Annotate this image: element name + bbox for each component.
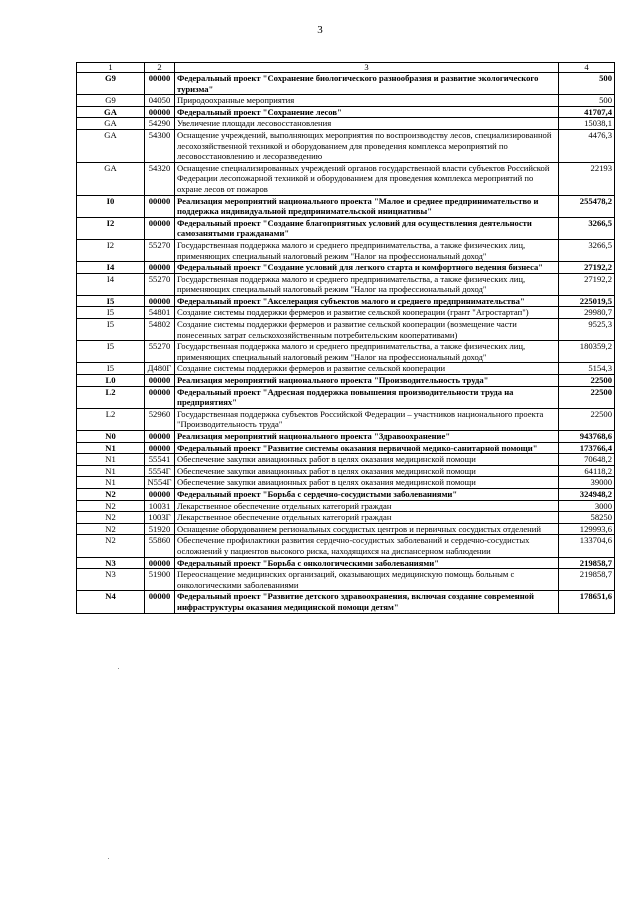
row-description: Федеральный проект "Сохранение лесов" bbox=[175, 106, 559, 118]
table-row bbox=[77, 162, 615, 195]
row-code-2: 00000 bbox=[145, 262, 175, 274]
row-code-2: 52960 bbox=[145, 408, 175, 430]
row-code-1: GA bbox=[77, 118, 145, 130]
table-row bbox=[77, 488, 615, 500]
table-row bbox=[77, 375, 615, 387]
row-code-1: N2 bbox=[77, 523, 145, 535]
row-amount: 58250 bbox=[559, 512, 615, 524]
row-description: Государственная поддержка субъектов Российской Федерации – участников национального проекта "Производительность труда" bbox=[175, 408, 559, 430]
row-code-2: 54320 bbox=[145, 162, 175, 195]
table-row bbox=[77, 239, 615, 261]
row-amount: 9525,3 bbox=[559, 319, 615, 341]
row-description: Федеральный проект "Борьба с онкологическими заболеваниями" bbox=[175, 557, 559, 569]
row-code-1: GA bbox=[77, 129, 145, 162]
table-row bbox=[77, 442, 615, 454]
row-code-1: GA bbox=[77, 106, 145, 118]
row-code-2: 55270 bbox=[145, 239, 175, 261]
table-row bbox=[77, 106, 615, 118]
row-description: Государственная поддержка малого и среднего предпринимательства, а также физических лиц, применяющих специальный налоговый режим "Налог на профессиональный доход" bbox=[175, 341, 559, 363]
row-code-1: N4 bbox=[77, 591, 145, 613]
row-code-1: I4 bbox=[77, 273, 145, 295]
row-code-2: 5554Г bbox=[145, 465, 175, 477]
row-description: Создание системы поддержки фермеров и развитие сельской кооперации (грант "Агростартап") bbox=[175, 307, 559, 319]
row-code-1: I5 bbox=[77, 363, 145, 375]
row-code-2: 00000 bbox=[145, 375, 175, 387]
row-description: Оснащение оборудованием региональных сосудистых центров и первичных сосудистых отделений bbox=[175, 523, 559, 535]
row-code-2: 54801 bbox=[145, 307, 175, 319]
row-description: Обеспечение закупки авиационных работ в целях оказания медицинской помощи bbox=[175, 465, 559, 477]
row-amount: 219858,7 bbox=[559, 569, 615, 591]
row-code-1: N2 bbox=[77, 500, 145, 512]
table-row bbox=[77, 341, 615, 363]
row-description: Реализация мероприятий национального проекта "Здравоохранение" bbox=[175, 431, 559, 443]
header-col-2: 2 bbox=[145, 63, 175, 73]
row-code-1: N3 bbox=[77, 557, 145, 569]
row-code-2: 00000 bbox=[145, 488, 175, 500]
row-code-2: 00000 bbox=[145, 295, 175, 307]
table-row bbox=[77, 477, 615, 489]
table-row bbox=[77, 523, 615, 535]
row-code-2: 00000 bbox=[145, 195, 175, 217]
table-row bbox=[77, 118, 615, 130]
row-code-2: 54290 bbox=[145, 118, 175, 130]
row-code-1: N2 bbox=[77, 512, 145, 524]
scan-speck bbox=[108, 858, 109, 859]
row-code-1: L0 bbox=[77, 375, 145, 387]
row-description: Создание системы поддержки фермеров и развитие сельской кооперации (возмещение части понесенных затрат сельскохозяйственным потребительским кооперативами) bbox=[175, 319, 559, 341]
row-code-1: I5 bbox=[77, 319, 145, 341]
scan-speck bbox=[118, 668, 119, 669]
row-code-2: 00000 bbox=[145, 73, 175, 95]
row-amount: 500 bbox=[559, 95, 615, 107]
row-description: Увеличение площади лесовосстановления bbox=[175, 118, 559, 130]
row-description: Оснащение учреждений, выполняющих мероприятия по воспроизводству лесов, специализированной лесохозяйственной техникой и оборудованием для проведения комплекса мероприятий по лесовосстановлению и лесоразведению bbox=[175, 129, 559, 162]
row-amount: 219858,7 bbox=[559, 557, 615, 569]
row-code-2: 55270 bbox=[145, 273, 175, 295]
table-row bbox=[77, 307, 615, 319]
table-row bbox=[77, 386, 615, 408]
table-row bbox=[77, 557, 615, 569]
row-description: Федеральный проект "Создание благоприятных условий для осуществления деятельности самозанятыми гражданами" bbox=[175, 217, 559, 239]
row-description: Природоохранные мероприятия bbox=[175, 95, 559, 107]
table-row bbox=[77, 319, 615, 341]
row-code-1: I5 bbox=[77, 341, 145, 363]
row-code-2: 04050 bbox=[145, 95, 175, 107]
row-amount: 3266,5 bbox=[559, 239, 615, 261]
row-amount: 943768,6 bbox=[559, 431, 615, 443]
row-description: Реализация мероприятий национального проекта "Производительность труда" bbox=[175, 375, 559, 387]
table-row bbox=[77, 591, 615, 613]
row-code-1: N1 bbox=[77, 465, 145, 477]
row-code-1: G9 bbox=[77, 73, 145, 95]
table-row bbox=[77, 273, 615, 295]
row-description: Реализация мероприятий национального проекта "Малое и среднее предпринимательство и поддержка индивидуальной предпринимательской инициативы" bbox=[175, 195, 559, 217]
row-description: Лекарственное обеспечение отдельных категорий граждан bbox=[175, 500, 559, 512]
table-row bbox=[77, 262, 615, 274]
row-code-2: 10031 bbox=[145, 500, 175, 512]
row-code-1: N0 bbox=[77, 431, 145, 443]
table-row bbox=[77, 535, 615, 557]
header-col-4: 4 bbox=[559, 63, 615, 73]
row-amount: 3000 bbox=[559, 500, 615, 512]
row-code-1: I5 bbox=[77, 295, 145, 307]
row-description: Федеральный проект "Акселерация субъектов малого и среднего предпринимательства" bbox=[175, 295, 559, 307]
row-description: Переоснащение медицинских организаций, оказывающих медицинскую помощь больным с онкологическими заболеваниями bbox=[175, 569, 559, 591]
row-amount: 225019,5 bbox=[559, 295, 615, 307]
row-amount: 22193 bbox=[559, 162, 615, 195]
row-code-1: I2 bbox=[77, 239, 145, 261]
row-description: Государственная поддержка малого и среднего предпринимательства, а также физических лиц, применяющих специальный налоговый режим "Налог на профессиональный доход" bbox=[175, 273, 559, 295]
header-row bbox=[77, 63, 615, 73]
table-row bbox=[77, 129, 615, 162]
table-row bbox=[77, 363, 615, 375]
table-row bbox=[77, 454, 615, 466]
row-code-2: 1003Г bbox=[145, 512, 175, 524]
row-description: Обеспечение закупки авиационных работ в целях оказания медицинской помощи bbox=[175, 454, 559, 466]
row-amount: 22500 bbox=[559, 408, 615, 430]
row-description: Федеральный проект "Создание условий для легкого старта и комфортного ведения бизнеса" bbox=[175, 262, 559, 274]
table-row bbox=[77, 431, 615, 443]
row-amount: 27192,2 bbox=[559, 262, 615, 274]
row-code-2: N554Г bbox=[145, 477, 175, 489]
table-row bbox=[77, 512, 615, 524]
row-amount: 22500 bbox=[559, 375, 615, 387]
row-amount: 15038,1 bbox=[559, 118, 615, 130]
row-description: Федеральный проект "Борьба с сердечно-сосудистыми заболеваниями" bbox=[175, 488, 559, 500]
row-amount: 22500 bbox=[559, 386, 615, 408]
row-code-2: 51900 bbox=[145, 569, 175, 591]
table-row bbox=[77, 73, 615, 95]
row-amount: 173766,4 bbox=[559, 442, 615, 454]
row-code-1: I5 bbox=[77, 307, 145, 319]
row-code-1: N2 bbox=[77, 488, 145, 500]
row-code-2: 55270 bbox=[145, 341, 175, 363]
row-amount: 133704,6 bbox=[559, 535, 615, 557]
row-amount: 180359,2 bbox=[559, 341, 615, 363]
row-code-1: N3 bbox=[77, 569, 145, 591]
table-row bbox=[77, 569, 615, 591]
row-description: Государственная поддержка малого и среднего предпринимательства, а также физических лиц, применяющих специальный налоговый режим "Налог на профессиональный доход" bbox=[175, 239, 559, 261]
row-amount: 255478,2 bbox=[559, 195, 615, 217]
row-description: Обеспечение закупки авиационных работ в целях оказания медицинской помощи bbox=[175, 477, 559, 489]
row-code-2: 00000 bbox=[145, 442, 175, 454]
row-code-2: 54300 bbox=[145, 129, 175, 162]
row-code-2: Д480Г bbox=[145, 363, 175, 375]
row-amount: 178651,6 bbox=[559, 591, 615, 613]
row-code-1: G9 bbox=[77, 95, 145, 107]
row-amount: 39000 bbox=[559, 477, 615, 489]
row-code-2: 00000 bbox=[145, 217, 175, 239]
row-code-1: N1 bbox=[77, 442, 145, 454]
row-description: Федеральный проект "Развитие системы оказания первичной медико-санитарной помощи" bbox=[175, 442, 559, 454]
table-row bbox=[77, 500, 615, 512]
row-code-1: N2 bbox=[77, 535, 145, 557]
row-code-2: 00000 bbox=[145, 557, 175, 569]
header-col-3: 3 bbox=[175, 63, 559, 73]
table-row bbox=[77, 465, 615, 477]
row-description: Лекарственное обеспечение отдельных категорий граждан bbox=[175, 512, 559, 524]
row-code-2: 54802 bbox=[145, 319, 175, 341]
row-amount: 70648,2 bbox=[559, 454, 615, 466]
row-code-1: I2 bbox=[77, 217, 145, 239]
row-amount: 4476,3 bbox=[559, 129, 615, 162]
row-code-2: 55541 bbox=[145, 454, 175, 466]
row-description: Федеральный проект "Развитие детского здравоохранения, включая создание современной инфраструктуры оказания медицинской помощи детям" bbox=[175, 591, 559, 613]
table-row bbox=[77, 408, 615, 430]
row-code-1: GA bbox=[77, 162, 145, 195]
table-body bbox=[77, 73, 615, 614]
row-amount: 41707,4 bbox=[559, 106, 615, 118]
row-code-1: I0 bbox=[77, 195, 145, 217]
row-code-2: 00000 bbox=[145, 386, 175, 408]
row-code-2: 51920 bbox=[145, 523, 175, 535]
row-description: Обеспечение профилактики развития сердечно-сосудистых заболеваний и сердечно-сосудистых осложнений у пациентов высокого риска, находящихся на диспансерном наблюдении bbox=[175, 535, 559, 557]
row-description: Создание системы поддержки фермеров и развитие сельской кооперации bbox=[175, 363, 559, 375]
table-row bbox=[77, 295, 615, 307]
row-description: Федеральный проект "Сохранение биологического разнообразия и развитие экологического туризма" bbox=[175, 73, 559, 95]
row-code-1: N1 bbox=[77, 477, 145, 489]
row-code-1: L2 bbox=[77, 386, 145, 408]
row-amount: 5154,3 bbox=[559, 363, 615, 375]
row-code-2: 00000 bbox=[145, 106, 175, 118]
table-row bbox=[77, 95, 615, 107]
row-amount: 27192,2 bbox=[559, 273, 615, 295]
row-description: Оснащение специализированных учреждений органов государственной власти субъектов Российской Федерации лесопожарной техникой и оборудованием для проведения комплекса мероприятий по охране лесов от пожаров bbox=[175, 162, 559, 195]
row-amount: 3266,5 bbox=[559, 217, 615, 239]
row-code-1: I4 bbox=[77, 262, 145, 274]
row-amount: 324948,2 bbox=[559, 488, 615, 500]
row-code-2: 00000 bbox=[145, 431, 175, 443]
row-code-2: 55860 bbox=[145, 535, 175, 557]
row-amount: 129993,6 bbox=[559, 523, 615, 535]
header-col-1: 1 bbox=[77, 63, 145, 73]
row-code-2: 00000 bbox=[145, 591, 175, 613]
row-amount: 29980,7 bbox=[559, 307, 615, 319]
row-code-1: N1 bbox=[77, 454, 145, 466]
row-amount: 500 bbox=[559, 73, 615, 95]
row-description: Федеральный проект "Адресная поддержка повышения производительности труда на предприятиях" bbox=[175, 386, 559, 408]
table-row bbox=[77, 195, 615, 217]
row-code-1: L2 bbox=[77, 408, 145, 430]
budget-table bbox=[76, 62, 615, 614]
table-row bbox=[77, 217, 615, 239]
page-number: 3 bbox=[317, 24, 323, 36]
row-amount: 64118,2 bbox=[559, 465, 615, 477]
